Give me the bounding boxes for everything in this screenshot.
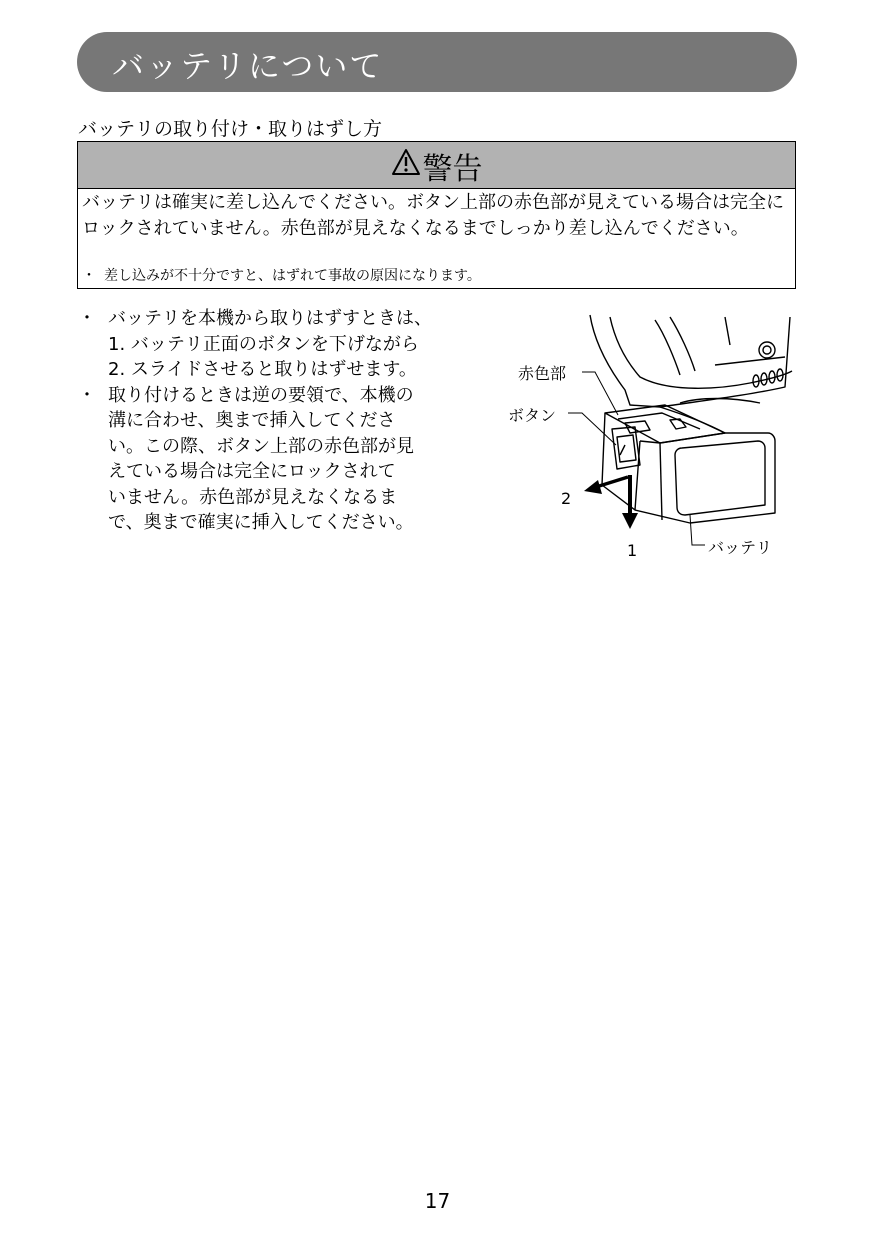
label-red-part: 赤色部 — [518, 364, 567, 383]
label-arrow-1: 1 — [627, 541, 638, 560]
list-line: 取り付けるときは逆の要領で、本機の — [108, 384, 414, 406]
note-bullet: ・ — [82, 268, 96, 284]
warning-title: 警告 — [422, 152, 483, 187]
list-item — [78, 383, 468, 536]
list-bullet: ・ — [78, 308, 96, 329]
list-line: いません。赤色部が見えなくなるま — [108, 486, 398, 508]
list-line: バッテリを本機から取りはずすときは、 — [108, 308, 432, 329]
warning-note — [82, 265, 481, 285]
page-title: バッテリについて — [112, 47, 384, 85]
warning-body: バッテリは確実に差し込んでください。ボタン上部の赤色部が見えている場合は完全にロックされていません。赤色部が見えなくなるまでしっかり差し込んでください。 — [82, 192, 784, 239]
label-battery: バッテリ — [708, 538, 773, 557]
list-line: い。この際、ボタン上部の赤色部が見 — [108, 435, 414, 457]
section-heading: バッテリの取り付け・取りはずし方 — [78, 118, 383, 140]
list-line: 2. スライドさせると取りはずせます。 — [108, 359, 417, 380]
warning-box — [77, 141, 796, 289]
instructions — [78, 306, 468, 536]
warning-header — [78, 142, 795, 189]
label-arrow-2: 2 — [561, 489, 572, 508]
list-line: 溝に合わせ、奥まで挿入してくださ — [108, 410, 396, 431]
list-line: 1. バッテリ正面のボタンを下げながら — [108, 333, 419, 355]
list-item — [78, 306, 468, 383]
section-header — [77, 32, 797, 92]
list-line: えている場合は完全にロックされて — [108, 461, 396, 482]
label-button: ボタン — [508, 406, 557, 425]
arrow-left-icon — [584, 477, 628, 494]
page-number: 17 — [424, 1189, 451, 1213]
list-line: で、奥まで確実に挿入してください。 — [108, 512, 414, 533]
list-bullet: ・ — [78, 384, 96, 406]
battery-illustration — [500, 305, 800, 575]
note-text: 差し込みが不十分ですと、はずれて事故の原因になります。 — [104, 268, 481, 284]
warning-triangle-icon — [391, 148, 421, 184]
